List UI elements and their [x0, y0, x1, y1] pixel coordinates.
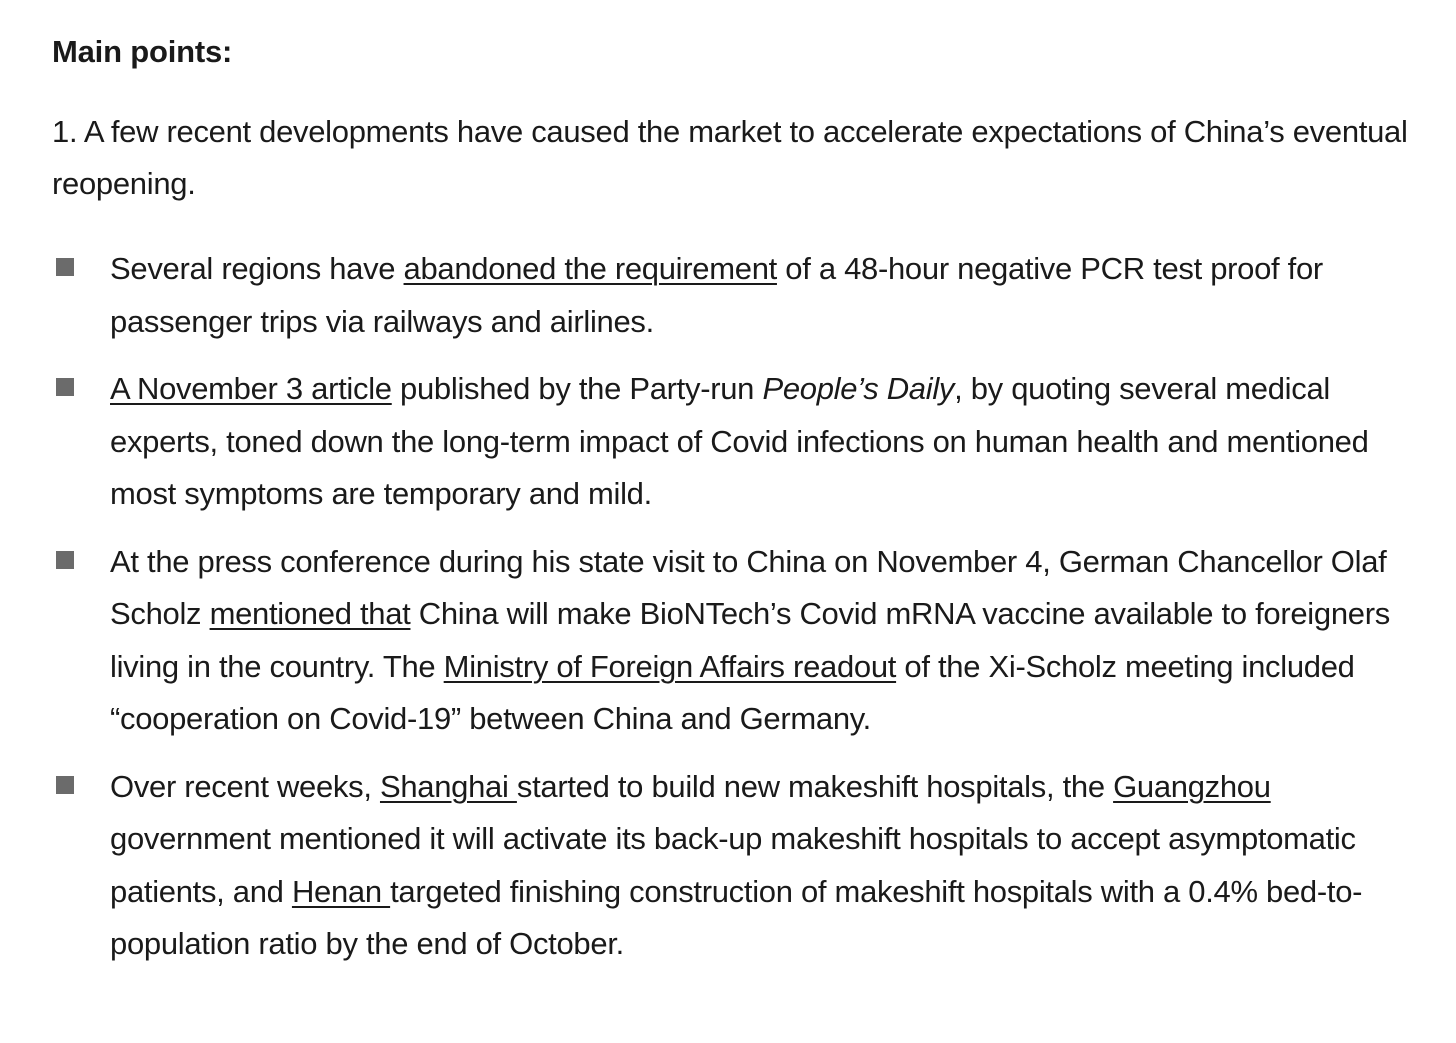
- bullet-text: At the press conference during his state visit to China on November 4, German Chancellor Olaf Scholz: [110, 543, 1387, 631]
- bullet-text: of the Xi-Scholz meeting included “cooperation on Covid-19” between China and Germany.: [110, 648, 1355, 736]
- square-bullet-icon: [56, 258, 74, 276]
- shanghai-link[interactable]: Shanghai: [379, 768, 517, 804]
- bullet-item: [52, 536, 1432, 746]
- bullet-text: , by quoting several medical experts, toned down the long-term impact of Covid infections on human health and mentioned most symptoms are temporary and mild.: [110, 371, 1369, 511]
- mentioned-that-link[interactable]: mentioned that: [209, 596, 411, 631]
- mofa-readout-link[interactable]: Ministry of Foreign Affairs readout: [443, 648, 897, 684]
- section-heading: Main points:: [52, 34, 233, 69]
- bullet-text: targeted finishing construction of makeshift hospitals with a 0.4% bed-to-population ratio by the end of October.: [110, 873, 1363, 961]
- bullet-text: Several regions have: [110, 251, 404, 286]
- bullet-list: [52, 243, 1432, 971]
- square-bullet-icon: [56, 378, 74, 396]
- square-bullet-icon: [56, 551, 74, 569]
- publication-name: People’s Daily: [762, 371, 955, 406]
- bullet-text: of a 48-hour negative PCR test proof for passenger trips via railways and airlines.: [110, 251, 1323, 339]
- bullet-text: started to build new makeshift hospitals, the: [516, 768, 1114, 804]
- bullet-text: government mentioned it will activate its back-up makeshift hospitals to accept asymptomatic patients, and: [110, 821, 1356, 909]
- bullet-item: [52, 363, 1432, 521]
- guangzhou-link[interactable]: Guangzhou: [1113, 768, 1271, 804]
- bullet-text: published by the Party-run: [391, 371, 763, 406]
- henan-link[interactable]: Henan: [291, 873, 391, 909]
- square-bullet-icon: [56, 776, 74, 794]
- bullet-text: China will make BioNTech’s Covid mRNA vaccine available to foreigners living in the country. The: [110, 596, 1390, 684]
- bullet-item: [52, 243, 1432, 348]
- numbered-point-1: 1. A few recent developments have caused the market to accelerate expectations of China’s eventual reopening.: [52, 114, 1408, 201]
- abandoned-requirement-link[interactable]: abandoned the requirement: [403, 251, 777, 286]
- bullet-item: [52, 761, 1432, 971]
- bullet-text: Over recent weeks,: [110, 768, 380, 804]
- document-body: [52, 30, 1432, 986]
- november-3-article-link[interactable]: A November 3 article: [110, 371, 392, 406]
